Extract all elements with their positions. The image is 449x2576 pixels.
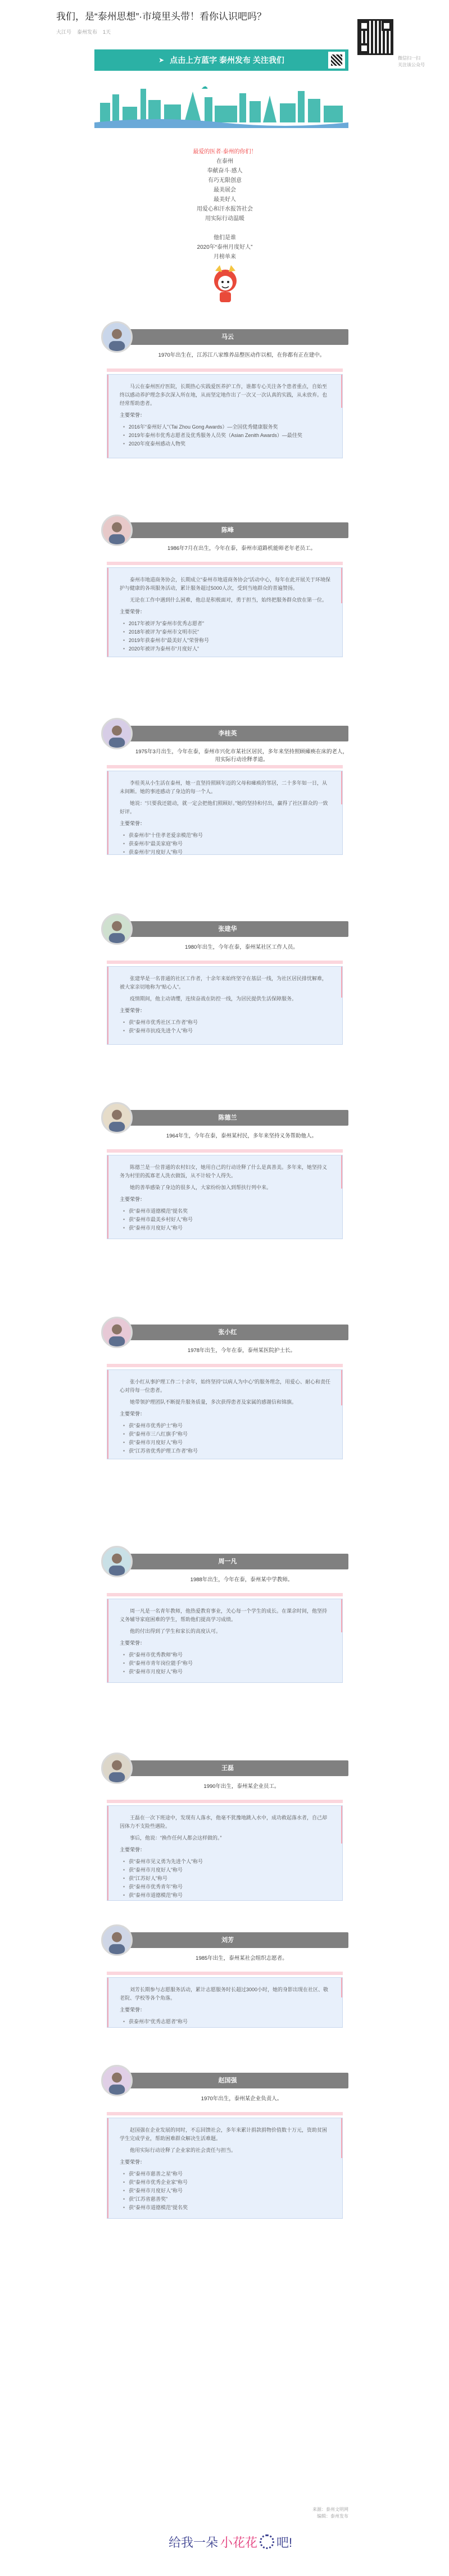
awards-heading: 主要荣誉：	[120, 609, 146, 615]
story-paragraph: 疫情期间，他主动请缨，连续奋战在防控一线，为居民提供生活保障服务。	[130, 996, 297, 1002]
award-item: • 获“泰州市抗疫先进个人”称号	[123, 1027, 331, 1035]
person-summary: 1970年出生，泰州某企业负责人。	[201, 2096, 283, 2102]
person-avatar	[101, 718, 133, 749]
person-story-card	[107, 2118, 343, 2219]
story-paragraph: 张小红从事护理工作二十余年，始终坚持“以病人为中心”的服务理念，用爱心、耐心和责任心对待每一位患者。	[120, 1379, 330, 1393]
person-name: 陈德兰	[218, 1114, 237, 1121]
award-item: • 2020年被评为泰州市“月度好人”	[123, 645, 331, 653]
person-avatar	[101, 1546, 133, 1577]
person-story-card	[107, 771, 343, 855]
person-summary: 1978年出生，今年在泰，泰州某医院护士长。	[187, 1348, 296, 1354]
person-summary: 1988年出生，今年在泰，泰州某中学教师。	[190, 1577, 293, 1583]
person-name-bar	[107, 522, 348, 538]
intro-line: 最爱的医者·泰州的你们！	[193, 149, 257, 155]
award-item: • 2020年度泰州感动人物奖	[123, 440, 331, 448]
article-footer	[94, 2506, 348, 2520]
awards-heading: 主要荣誉：	[120, 821, 146, 826]
awards-heading: 主要荣誉：	[120, 1411, 146, 1417]
person-name-bar	[107, 2073, 348, 2088]
award-item: • 2019年获泰州市“最美好人”荣誉称号	[123, 636, 331, 645]
divider	[107, 1800, 343, 1803]
intro-line: 有巧无限创意	[208, 178, 242, 184]
footer-source: 来源：泰州文明网	[312, 2507, 348, 2512]
follow-banner[interactable]	[94, 49, 348, 71]
person-profile	[101, 1110, 348, 1262]
person-profile	[101, 726, 348, 877]
person-name-bar	[107, 1932, 348, 1948]
person-avatar	[101, 1102, 133, 1134]
story-paragraph: 刘芳长期参与志愿服务活动，累计志愿服务时长超过3000小时，她的身影出现在社区、敬老院、学校等各个角落。	[120, 1987, 329, 2001]
awards-heading: 主要荣誉：	[120, 412, 146, 418]
award-item: • 获“泰州市三八红旗手”称号	[123, 1430, 331, 1439]
person-summary: 1970年出生在，江苏江八家维养品整医动作以相，在你都有正在建中。	[158, 352, 325, 358]
award-item: • 获“泰州市道德模范”提名奖	[123, 2204, 331, 2212]
person-name-bar	[107, 329, 348, 345]
person-avatar	[101, 1753, 133, 1784]
story-paragraph: 张建华是一名普通的社区工作者，十余年来始终坚守在基层一线，为社区居民排忧解难，被大家亲切地称为“贴心人”。	[120, 976, 328, 990]
person-profile	[101, 921, 348, 1067]
award-item: • 2019年泰州市优秀志愿者及优秀服务人员奖（Asian Zenith Awards）—最佳奖	[123, 431, 331, 440]
person-name-bar	[107, 726, 348, 741]
intro-line: 最美好人	[214, 197, 236, 203]
awards-list	[123, 2170, 331, 2212]
divider	[107, 2112, 343, 2115]
award-item: • 获“泰州市月度好人”称号	[123, 2187, 331, 2195]
person-avatar	[101, 515, 133, 546]
award-item: • 获“泰州市最美乡村好人”称号	[123, 1216, 331, 1224]
person-story-card	[107, 1599, 343, 1683]
awards-list	[123, 423, 331, 448]
story-paragraph: 赵国强在企业发展的同时，不忘回馈社会，多年来累计捐款捐物价值数十万元，资助贫困学生完成学业，帮助困难群众解决生活难题。	[120, 2127, 328, 2141]
story-paragraph: 周一凡是一名青年教师，他热爱教育事业，关心每一个学生的成长。在课余时间，他坚持义务辅导家庭困难的学生，帮助他们提高学习成绩。	[120, 1608, 328, 1622]
person-story-card	[107, 966, 343, 1045]
award-item: • 2017年被评为“泰州市优秀志愿者”	[123, 620, 331, 628]
person-profile	[101, 2073, 348, 2241]
divider	[107, 1149, 343, 1153]
intro-line: 在泰州	[216, 158, 233, 165]
meta-time: 1天	[103, 29, 111, 35]
intro-text	[112, 147, 337, 262]
person-summary: 1985年出生，泰州某社会组织志愿者。	[196, 1955, 288, 1961]
person-story-card	[107, 374, 343, 458]
story-paragraph: 她的善举感染了身边的很多人，大家纷纷加入到帮扶行列中来。	[130, 1185, 272, 1190]
flower-icon	[260, 2534, 274, 2549]
qr-code-icon	[357, 19, 393, 55]
award-item: • 获“泰州市月度好人”称号	[123, 1439, 331, 1447]
meta-account[interactable]: 泰州发布	[77, 29, 98, 35]
person-name-bar	[107, 921, 348, 937]
award-item: • 获“泰州市优秀企业家”称号	[123, 2178, 331, 2187]
award-item: • 获“泰州市优秀青年”称号	[123, 1883, 331, 1891]
intro-line: 用爱心和汗水报答社会	[197, 206, 253, 212]
awards-list	[123, 1422, 331, 1455]
awards-list	[123, 1018, 331, 1035]
intro-line: 他们是谁	[214, 235, 236, 241]
person-summary: 1990年出生，泰州某企业员工。	[203, 1783, 280, 1790]
person-name-bar	[107, 1554, 348, 1569]
divider	[107, 765, 343, 768]
person-name-bar	[107, 1760, 348, 1776]
intro-line: 奉献奋斗·感人	[207, 168, 243, 174]
svg-text:☁: ☁	[201, 83, 208, 90]
award-item: • 获“江苏好人”称号	[123, 1874, 331, 1883]
person-name: 刘芳	[221, 1937, 234, 1944]
like-prompt[interactable]	[169, 2528, 303, 2556]
banner-qr-icon	[328, 52, 345, 69]
person-name: 赵国强	[218, 2077, 237, 2084]
award-item: • 获泰州市“月度好人”称号	[123, 848, 331, 855]
award-item: • 2018年被评为“泰州市文明市民”	[123, 628, 331, 636]
story-paragraph: 王磊在一次下班途中，发现有人落水，他毫不犹豫地跳入水中，成功救起落水者，自己却因体力不支险些遇险。	[120, 1815, 328, 1829]
like-prompt-text-a: 给我一朵	[169, 2535, 219, 2550]
arrow-icon: ➤	[158, 56, 165, 64]
award-item: • 获“泰州市道德模范”称号	[123, 1891, 331, 1900]
person-name-bar	[107, 1325, 348, 1340]
awards-heading: 主要荣誉：	[120, 1847, 146, 1853]
article-meta	[56, 28, 111, 35]
story-paragraph: 她带领护理团队不断提升服务质量，多次获得患者及家属的感谢信和锦旗。	[130, 1399, 297, 1405]
award-item: • 获泰州市“十佳孝老爱亲模范”称号	[123, 831, 331, 840]
footer-editor: 编辑：泰州发布	[317, 2514, 348, 2519]
story-paragraph: 马云在泰州医疗医院，长期热心实践爱医养护工作，谁都专心关注各个患者重点，自始至终以感动养护理念多次深入所在地，从而坚定地作出了一次又一次认真的实践，从未放弃。也经常帮助患者。	[120, 384, 328, 406]
story-paragraph: 泰州市地道商务协会，长期成立“泰州市地道商务协会”活动中心，每年在此开展关于环境保护与健康的各项服务活动，累计服务超过5000人次，受到当地群众的普遍赞扬。	[120, 577, 330, 591]
person-summary: 1980年出生，今年在泰，泰州某社区工作人员。	[185, 944, 298, 950]
awards-heading: 主要荣誉：	[120, 1640, 146, 1646]
person-story-card	[107, 1805, 343, 1901]
person-name: 周一凡	[218, 1558, 237, 1565]
divider	[107, 1593, 343, 1596]
city-skyline-illustration	[94, 72, 348, 128]
story-paragraph: 她说：“只要我还能动，就一定会把他们照顾好。”她的坚持和付出，赢得了社区群众的一致好评。	[120, 800, 328, 814]
story-paragraph: 事后，他说：“换作任何人都会这样做的。”	[130, 1835, 222, 1841]
award-item: • 获“泰州市月度好人”称号	[123, 1866, 331, 1874]
person-story-card	[107, 1977, 343, 2028]
award-item: • 获“泰州市道德模范”提名奖	[123, 1207, 331, 1216]
awards-list	[123, 620, 331, 653]
award-item: • 获“泰州市慈善之星”称号	[123, 2170, 331, 2178]
person-avatar	[101, 913, 133, 945]
person-summary: 1964年生，今年在泰，泰州某村民，多年来坚持义务帮助他人。	[166, 1133, 318, 1139]
article-title: 我们，是“泰州思想”·市境里头带！看你认识吧吗？	[56, 11, 266, 22]
person-story-card	[107, 1369, 343, 1459]
awards-list	[123, 2018, 331, 2026]
divider	[107, 961, 343, 964]
qr-caption: 微信扫一扫 关注该公众号	[398, 56, 425, 67]
person-name-bar	[107, 1110, 348, 1126]
person-avatar	[101, 1924, 133, 1956]
awards-heading: 主要荣誉：	[120, 1008, 146, 1013]
person-story-card	[107, 1155, 343, 1239]
like-prompt-text-c: 吧!	[276, 2535, 293, 2550]
person-summary: 1975年3月出生，今年在泰，泰州市兴化市某社区居民，多年来坚持照顾瘫痪在床的老人，用实际行动诠释孝道。	[135, 749, 348, 763]
story-paragraph: 无论在工作中遇到什么困难，他总是积极面对，勇于担当，始终把服务群众放在第一位。	[130, 597, 328, 603]
intro-line: 最美展会	[214, 187, 236, 193]
award-item: • 获“江苏省优秀护理工作者”称号	[123, 1447, 331, 1455]
award-item: • 获“泰州市月度好人”称号	[123, 1224, 331, 1232]
award-item: • 获“泰州市优秀教师”称号	[123, 1651, 331, 1659]
awards-heading: 主要荣誉：	[120, 2159, 146, 2165]
awards-list	[123, 831, 331, 855]
award-item: • 获“泰州市月度好人”称号	[123, 1668, 331, 1676]
award-item: • 2016年“泰州好人”（Tai Zhou Gong Awards）—全国优秀健康服务奖	[123, 423, 331, 431]
person-profile	[101, 329, 348, 481]
person-avatar	[101, 321, 133, 353]
person-avatar	[101, 1317, 133, 1348]
award-item: • 获泰州市“优秀志愿者”称号	[123, 2018, 331, 2026]
story-paragraph: 陈德兰是一位普通的农村妇女，她用自己的行动诠释了什么是真善美。多年来，她坚持义务为村里的孤寡老人洗衣做饭，从不计较个人得失。	[120, 1164, 328, 1178]
person-name: 李桂英	[218, 730, 237, 737]
intro-line	[112, 224, 337, 233]
award-item: • 获“泰州市见义勇为先进个人”称号	[123, 1858, 331, 1866]
meta-author[interactable]: 大江号	[56, 29, 72, 35]
like-prompt-text-b: 小花花	[220, 2535, 258, 2550]
divider	[107, 1972, 343, 1975]
person-name: 王磊	[221, 1765, 234, 1772]
intro-line: 2020年“泰州月度好人”	[197, 244, 253, 251]
person-summary: 1986年7月在出生，今年在泰，泰州市道路机能师老年老员工。	[167, 545, 316, 552]
award-item: • 获“泰州市优秀社区工作者”称号	[123, 1018, 331, 1027]
divider	[107, 368, 343, 372]
awards-list	[123, 1207, 331, 1232]
awards-list	[123, 1651, 331, 1676]
awards-heading: 主要荣誉：	[120, 1196, 146, 1202]
intro-line: 用实际行动温暖	[205, 216, 244, 222]
person-profile	[101, 1932, 348, 2050]
story-paragraph: 他的付出得到了学生和家长的高度认可。	[130, 1628, 221, 1634]
mascot-illustration	[210, 264, 241, 304]
person-avatar	[101, 2065, 133, 2096]
person-name: 马云	[221, 334, 234, 340]
person-profile	[101, 1554, 348, 1705]
award-item: • 获“江苏省慈善奖”	[123, 2195, 331, 2204]
divider	[107, 1364, 343, 1367]
person-story-card	[107, 567, 343, 657]
award-item: • 获“泰州市青年岗位能手”称号	[123, 1659, 331, 1668]
divider	[107, 562, 343, 565]
person-name: 陈峰	[221, 527, 234, 534]
intro-line: 月榜单来	[214, 254, 236, 260]
person-profile	[101, 522, 348, 680]
person-name: 张建华	[218, 926, 237, 932]
person-profile	[101, 1325, 348, 1482]
story-paragraph: 李桂英从小生活在泰州，她一直坚持照顾年迈的父母和瘫痪的邻居，二十多年如一日，从未间断。她的事迹感动了身边的每一个人。	[120, 780, 328, 794]
follow-banner-label: 点击上方蓝字 泰州发布 关注我们	[170, 56, 284, 65]
award-item: • 获“泰州市优秀护士”称号	[123, 1422, 331, 1430]
person-profile	[101, 1760, 348, 1923]
award-item: • 获泰州市“最美家庭”称号	[123, 840, 331, 848]
story-paragraph: 他用实际行动诠释了企业家的社会责任与担当。	[130, 2147, 237, 2153]
awards-heading: 主要荣誉：	[120, 2007, 146, 2013]
person-name: 张小红	[218, 1329, 237, 1336]
awards-list	[123, 1858, 331, 1900]
